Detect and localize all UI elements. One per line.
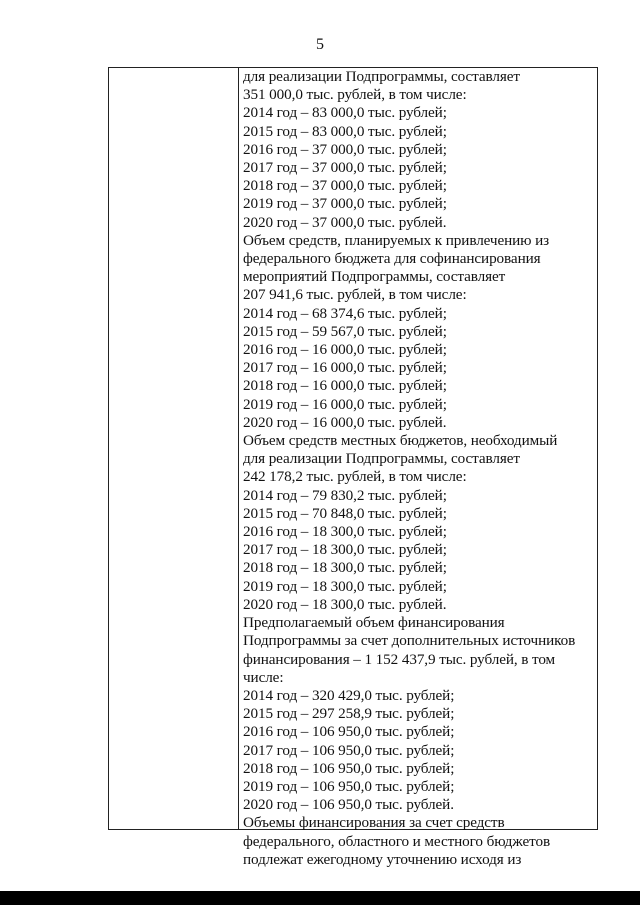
text-line: 2020 год – 37 000,0 тыс. рублей. (243, 213, 447, 231)
text-line: Подпрограммы за счет дополнительных источников (243, 632, 576, 650)
text-line: 2019 год – 37 000,0 тыс. рублей; (243, 195, 447, 213)
text-line: 2018 год – 18 300,0 тыс. рублей; (243, 559, 447, 577)
text-line: 2015 год – 70 848,0 тыс. рублей; (243, 504, 447, 522)
text-line: 2017 год – 18 300,0 тыс. рублей; (243, 541, 447, 559)
text-line: 2014 год – 83 000,0 тыс. рублей; (243, 104, 447, 122)
text-line: 351 000,0 тыс. рублей, в том числе: (243, 86, 467, 104)
text-line: Объем средств местных бюджетов, необходимый (243, 432, 558, 450)
text-line: 2019 год – 106 950,0 тыс. рублей; (243, 777, 455, 795)
text-line: 2019 год – 18 300,0 тыс. рублей; (243, 577, 447, 595)
text-line: 2018 год – 16 000,0 тыс. рублей; (243, 377, 447, 395)
text-line: 2020 год – 106 950,0 тыс. рублей. (243, 796, 454, 814)
text-line: 2016 год – 37 000,0 тыс. рублей; (243, 140, 447, 158)
text-line: 242 178,2 тыс. рублей, в том числе: (243, 468, 467, 486)
text-line: 2017 год – 106 950,0 тыс. рублей; (243, 741, 455, 759)
text-line: 2020 год – 16 000,0 тыс. рублей. (243, 413, 447, 431)
text-line: 2017 год – 37 000,0 тыс. рублей; (243, 159, 447, 177)
text-line: федерального, областного и местного бюджетов (243, 832, 551, 850)
text-line: 2014 год – 320 429,0 тыс. рублей; (243, 686, 455, 704)
text-line: числе: (243, 668, 284, 686)
text-line: 2014 год – 79 830,2 тыс. рублей; (243, 486, 447, 504)
text-line: 2015 год – 83 000,0 тыс. рублей; (243, 122, 447, 140)
text-line: мероприятий Подпрограммы, составляет (243, 268, 506, 286)
text-line: Объемы финансирования за счет средств (243, 814, 505, 832)
document-table (108, 67, 598, 868)
text-line: 2018 год – 37 000,0 тыс. рублей; (243, 177, 447, 195)
table-left-cell (108, 68, 239, 829)
text-line: 2019 год – 16 000,0 тыс. рублей; (243, 395, 447, 413)
text-line: финансирования – 1 152 437,9 тыс. рублей, в том (243, 650, 556, 668)
text-line: 2015 год – 297 258,9 тыс. рублей; (243, 705, 455, 723)
text-line: подлежат ежегодному уточнению исходя из (243, 850, 522, 868)
scan-bottom-edge (0, 891, 640, 905)
text-line: 207 941,6 тыс. рублей, в том числе: (243, 286, 467, 304)
page-number: 5 (316, 36, 324, 53)
text-line: Объем средств, планируемых к привлечению из (243, 231, 550, 249)
text-line: 2015 год – 59 567,0 тыс. рублей; (243, 322, 447, 340)
text-line: 2016 год – 16 000,0 тыс. рублей; (243, 341, 447, 359)
text-line: 2018 год – 106 950,0 тыс. рублей; (243, 759, 455, 777)
text-line: 2017 год – 16 000,0 тыс. рублей; (243, 359, 447, 377)
text-line: 2016 год – 106 950,0 тыс. рублей; (243, 723, 455, 741)
text-line: 2020 год – 18 300,0 тыс. рублей. (243, 595, 447, 613)
text-line: федерального бюджета для софинансирования (243, 250, 541, 268)
text-line: 2016 год – 18 300,0 тыс. рублей; (243, 523, 447, 541)
text-line: Предполагаемый объем финансирования (243, 614, 505, 632)
text-line: для реализации Подпрограммы, составляет (243, 450, 520, 468)
table-right-cell (239, 68, 598, 868)
text-line: 2014 год – 68 374,6 тыс. рублей; (243, 304, 447, 322)
text-line: для реализации Подпрограммы, составляет (243, 68, 520, 85)
